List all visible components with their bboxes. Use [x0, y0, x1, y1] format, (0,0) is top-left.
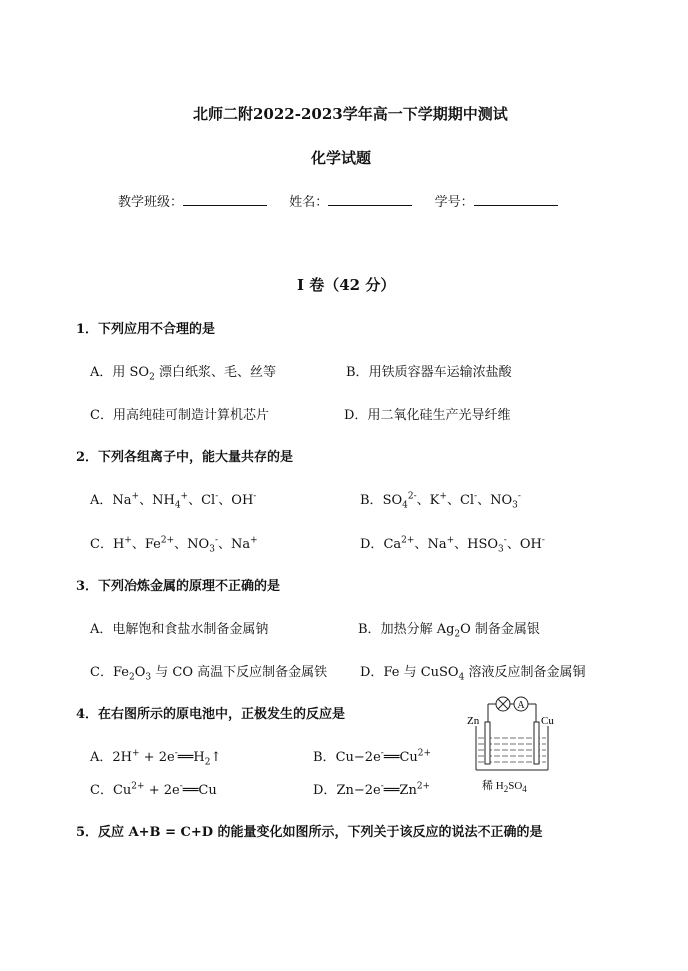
question-stem: 下列应用不合理的是: [98, 322, 216, 337]
subscript: 4: [174, 500, 181, 511]
q3-option-b[interactable]: [358, 618, 540, 640]
question-number: 2．: [76, 450, 99, 465]
charge: +: [250, 535, 258, 546]
formula: 2e: [163, 783, 180, 798]
subscript: 2: [149, 372, 155, 383]
q1-option-b[interactable]: [346, 361, 512, 380]
ion: HSO: [467, 537, 499, 552]
ion: NO: [490, 493, 513, 508]
q2-option-a[interactable]: [90, 489, 257, 511]
ion: K: [429, 493, 440, 508]
option-key: D．: [360, 665, 384, 680]
separator: 、: [188, 493, 202, 508]
charge: -: [253, 491, 257, 502]
ammeter-icon: [514, 697, 528, 711]
q2-option-b[interactable]: [360, 489, 521, 511]
zn-electrode: [485, 722, 490, 764]
option-text: 电解饱和食盐水制备金属钠: [112, 622, 269, 637]
solution-text: SO: [508, 780, 523, 792]
charge: +: [446, 535, 455, 546]
operator: +: [139, 750, 159, 765]
subscript: 3: [512, 500, 518, 511]
option-text: 用 SO: [112, 365, 150, 380]
question-2: [76, 446, 293, 465]
question-3: [76, 575, 280, 594]
separator: 、: [139, 493, 153, 508]
question-number: 1．: [76, 322, 99, 337]
subscript: 3: [145, 672, 152, 683]
name-field[interactable]: [328, 191, 412, 206]
charge: 2+: [131, 781, 145, 792]
question-stem: 下列冶炼金属的原理不正确的是: [98, 579, 281, 594]
section-title: I 卷（42 分）: [297, 276, 396, 294]
ion: Cl: [201, 493, 216, 508]
charge: +: [131, 491, 140, 502]
q3-option-d[interactable]: [360, 661, 586, 683]
option-key: A．: [90, 365, 113, 380]
q2-option-d[interactable]: [360, 533, 545, 555]
ion: Cl: [459, 493, 475, 508]
option-key: C．: [90, 408, 113, 423]
ion: Na: [112, 493, 132, 508]
charge: +: [132, 748, 140, 759]
formula: Cu: [198, 783, 217, 798]
q1-option-a[interactable]: [90, 361, 276, 383]
cu-label: Cu: [541, 715, 554, 727]
option-key: D．: [344, 408, 368, 423]
charge: +: [124, 535, 132, 546]
subscript: 2: [454, 629, 461, 640]
charge: -: [179, 781, 183, 792]
ion: NO: [187, 537, 210, 552]
option-text: 用铁质容器车运输浓盐酸: [368, 365, 512, 380]
class-label: 教学班级：: [118, 195, 184, 210]
separator: 、: [446, 493, 460, 508]
option-text: 加热分解 Ag: [380, 622, 455, 637]
formula: Cu: [335, 750, 354, 765]
ion: Ca: [383, 537, 402, 552]
solution-text: 稀 H: [482, 780, 504, 792]
option-text: Fe: [112, 665, 129, 680]
cu-electrode: [534, 722, 539, 764]
question-4: [76, 703, 345, 722]
equals-sign: ══: [383, 783, 400, 798]
q3-option-a[interactable]: [90, 618, 268, 637]
separator: 、: [454, 537, 468, 552]
separator: 、: [414, 537, 428, 552]
charge: +: [439, 491, 447, 502]
ion: Na: [231, 537, 251, 552]
gas-arrow: ↑: [210, 750, 222, 765]
operator: +: [144, 783, 164, 798]
equals-sign: ══: [182, 783, 199, 798]
charge: -: [541, 535, 545, 546]
option-key: A．: [90, 750, 113, 765]
operator: −: [353, 783, 365, 798]
separator: 、: [416, 493, 430, 508]
formula: 2e: [158, 750, 175, 765]
charge: -: [214, 535, 218, 546]
subscript: 4: [402, 500, 408, 511]
zn-label: Zn: [467, 715, 480, 727]
class-field[interactable]: [183, 191, 267, 206]
question-number: 4．: [76, 707, 99, 722]
subscript: 2: [204, 757, 211, 768]
student-id-field[interactable]: [474, 191, 558, 206]
ion: OH: [231, 493, 254, 508]
subscript: 4: [458, 672, 465, 683]
option-text: 与 CO 高温下反应制备金属铁: [151, 665, 328, 680]
operator: −: [353, 750, 365, 765]
formula: Cu: [112, 783, 132, 798]
equals-sign: ══: [177, 750, 194, 765]
option-key: B．: [360, 493, 383, 508]
q1-option-d[interactable]: [344, 404, 510, 423]
ion: Fe: [144, 537, 161, 552]
exam-subtitle: 化学试题: [311, 149, 372, 167]
charge: -: [215, 491, 219, 502]
separator: 、: [506, 537, 520, 552]
option-key: C．: [90, 665, 113, 680]
formula: Zn: [336, 783, 354, 798]
question-1: [76, 318, 215, 337]
charge: -: [517, 491, 521, 502]
question-number: 3．: [76, 579, 99, 594]
charge: -: [474, 491, 478, 502]
option-text: 漂白纸浆、毛、丝等: [154, 365, 276, 380]
charge: 2-: [407, 491, 417, 502]
option-key: A．: [90, 622, 113, 637]
formula: 2e: [364, 783, 381, 798]
q4-option-c[interactable]: [90, 779, 217, 798]
option-text: 用高纯硅可制造计算机芯片: [112, 408, 269, 423]
option-text: 用二氧化硅生产光导纤维: [367, 408, 511, 423]
option-key: B．: [313, 750, 336, 765]
charge: 2+: [160, 535, 175, 546]
option-text: O 制备金属银: [460, 622, 540, 637]
separator: 、: [477, 493, 491, 508]
charge: +: [180, 491, 189, 502]
option-key: A．: [90, 493, 113, 508]
separator: 、: [174, 537, 188, 552]
q4-option-a[interactable]: [90, 746, 222, 768]
option-key: D．: [313, 783, 337, 798]
formula: Zn: [399, 783, 417, 798]
subscript: 3: [209, 544, 215, 555]
option-text: 溶液反应制备金属铜: [464, 665, 586, 680]
ion: NH: [152, 493, 175, 508]
formula: 2H: [112, 750, 132, 765]
charge: 2+: [416, 781, 431, 792]
question-5: [76, 821, 543, 840]
ion: SO: [382, 493, 403, 508]
option-key: B．: [346, 365, 369, 380]
q2-option-c[interactable]: [90, 533, 258, 555]
option-text: O: [134, 665, 146, 680]
student-info-row: [118, 191, 558, 210]
subscript: 2: [128, 672, 135, 683]
ion: H: [112, 537, 125, 552]
charge: -: [174, 748, 178, 759]
name-label: 姓名：: [289, 195, 329, 210]
charge: 2+: [401, 535, 415, 546]
question-stem: 在右图所示的原电池中，正极发生的反应是: [98, 707, 346, 722]
question-stem: 下列各组离子中，能大量共存的是: [98, 450, 294, 465]
charge: -: [380, 748, 384, 759]
ion: Na: [427, 537, 447, 552]
ion: OH: [519, 537, 542, 552]
charge: -: [503, 535, 507, 546]
option-key: C．: [90, 537, 113, 552]
option-key: D．: [360, 537, 384, 552]
option-key: B．: [358, 622, 381, 637]
charge: -: [380, 781, 384, 792]
lamp-icon: [496, 697, 510, 711]
exam-title: 北师二附2022-2023学年高一下学期期中测试: [193, 105, 508, 123]
separator: 、: [218, 537, 232, 552]
formula: Cu: [399, 750, 418, 765]
question-number: 5．: [76, 825, 99, 840]
q3-option-c[interactable]: [90, 661, 328, 683]
option-key: C．: [90, 783, 113, 798]
q4-option-d[interactable]: [313, 779, 430, 798]
option-text: Fe 与 CuSO: [383, 665, 459, 680]
ammeter-label: A: [517, 700, 525, 711]
q4-option-b[interactable]: [313, 746, 431, 765]
question-stem: 反应 A+B = C+D 的能量变化如图所示，下列关于该反应的说法不正确的是: [98, 825, 543, 840]
charge: 2+: [417, 748, 432, 759]
solution-label: [482, 777, 527, 793]
subscript: 2: [503, 784, 509, 795]
equals-sign: ══: [383, 750, 400, 765]
formula: 2e: [364, 750, 381, 765]
q1-option-c[interactable]: [90, 404, 269, 423]
subscript: 4: [522, 784, 527, 795]
student-id-label: 学号：: [434, 195, 474, 210]
separator: 、: [218, 493, 232, 508]
subscript: 3: [498, 544, 504, 555]
separator: 、: [131, 537, 145, 552]
formula: H: [193, 750, 205, 765]
